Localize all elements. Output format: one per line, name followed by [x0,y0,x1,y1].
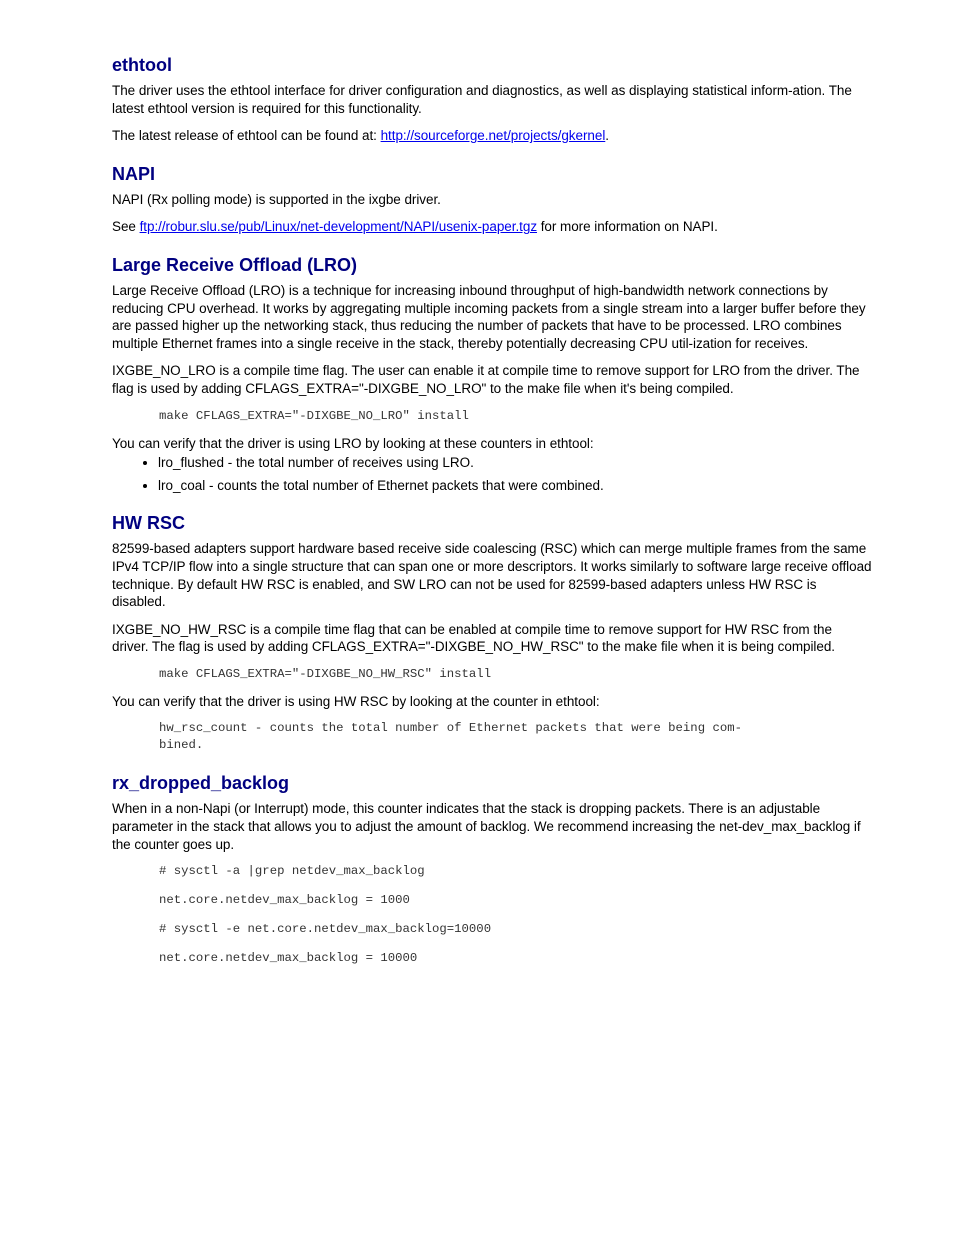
section-ethtool [112,54,872,145]
list-item: • lro_coal - counts the total number of Ethernet packets that were combined. [158,477,872,495]
napi-paper-link[interactable]: ftp://robur.slu.se/pub/Linux/net-development/NAPI/usenix-paper.tgz [139,219,538,235]
ethtool-paragraph-2 [112,127,872,145]
ethtool-p2-suffix: . [605,128,609,144]
section-hw-rsc [112,512,872,754]
lro-paragraph-1: Large Receive Offload (LRO) is a technique for increasing inbound throughput of high-bandwidth network connections by reducing CPU overhead. It works by aggregating multiple incoming packets from a single stream into a larger buffer before they are passed higher up the networking stack, thus reducing the number of packets that have to be processed. LRO combines multiple Ethernet frames into a single receive in the stack, thereby potentially decreasing CPU util-ization for receives. [112,282,866,351]
lro-paragraph-3: You can verify that the driver is using LRO by looking at these counters in ethtool: [112,435,594,451]
section-rx-dropped-backlog [112,772,872,967]
rxdrop-code-line-2: net.core.netdev_max_backlog = 1000 [159,893,410,908]
rxdrop-paragraph-1: When in a non-Napi (or Interrupt) mode, this counter indicates that the stack is dropping packets. There is an adjustable parameter in the stack that allows you to adjust the amount of backlog. We recommend increasing the net-dev_max_backlog if the counter goes up. [112,801,861,852]
hwrsc-code-block-2: hw_rsc_count - counts the total number of Ethernet packets that were being com- bined. [159,721,742,753]
heading-lro: Large Receive Offload (LRO) [112,254,358,275]
lro-code-block: make CFLAGS_EXTRA="-DIXGBE_NO_LRO" install [159,408,469,423]
hwrsc-code-block-1: make CFLAGS_EXTRA="-DIXGBE_NO_HW_RSC" install [159,666,492,681]
ethtool-paragraph-1: The driver uses the ethtool interface for driver configuration and diagnostics, as well as displaying statistical inform-ation. The latest ethtool version is required for this functionality. [112,83,852,116]
sourceforge-link[interactable]: http://sourceforge.net/projects/gkernel [380,128,606,144]
section-lro [112,254,872,494]
hwrsc-paragraph-2: IXGBE_NO_HW_RSC is a compile time flag that can be enabled at compile time to remove support for HW RSC from the driver. The flag is used by adding CFLAGS_EXTRA="-DIXGBE_NO_HW_RSC" to the make file when it is being compiled. [112,621,835,655]
heading-hw-rsc: HW RSC [112,513,185,534]
rxdrop-code-line-3: # sysctl -e net.core.netdev_max_backlog=10000 [159,922,492,937]
ethtool-p2-prefix: The latest release of ethtool can be found at: [112,128,381,144]
heading-napi: NAPI [112,163,156,184]
section-napi [112,163,872,236]
lro-paragraph-2: IXGBE_NO_LRO is a compile time flag. The user can enable it at compile time to remove support for LRO from the driver. The flag is used by adding CFLAGS_EXTRA="-DIXGBE_NO_LRO" to the make file when it's being compiled. [112,363,860,396]
rxdrop-code-line-1: # sysctl -a |grep netdev_max_backlog [159,864,425,879]
lro-counter-list [112,454,872,494]
napi-paragraph-2 [112,218,872,236]
napi-p2-prefix: See [112,219,140,235]
hwrsc-paragraph-1: 82599-based adapters support hardware based receive side coalescing (RSC) which can merge multiple frames from the same IPv4 TCP/IP flow into a single structure that can span one or more descriptors. It works similarly to software large receive offload technique. By default HW RSC is enabled, and SW LRO can not be used for 82599-based adapters unless HW RSC is disabled. [112,541,872,610]
rxdrop-code-line-4: net.core.netdev_max_backlog = 10000 [159,951,418,966]
napi-paragraph-1: NAPI (Rx polling mode) is supported in the ixgbe driver. [112,191,441,207]
document-page [112,54,872,985]
napi-p2-suffix: for more information on NAPI. [537,219,718,235]
hwrsc-paragraph-3: You can verify that the driver is using HW RSC by looking at the counter in ethtool: [112,693,600,709]
list-item: • lro_flushed - the total number of receives using LRO. [158,454,872,472]
heading-ethtool: ethtool [112,55,172,75]
heading-rx-dropped-backlog: rx_dropped_backlog [112,773,290,794]
